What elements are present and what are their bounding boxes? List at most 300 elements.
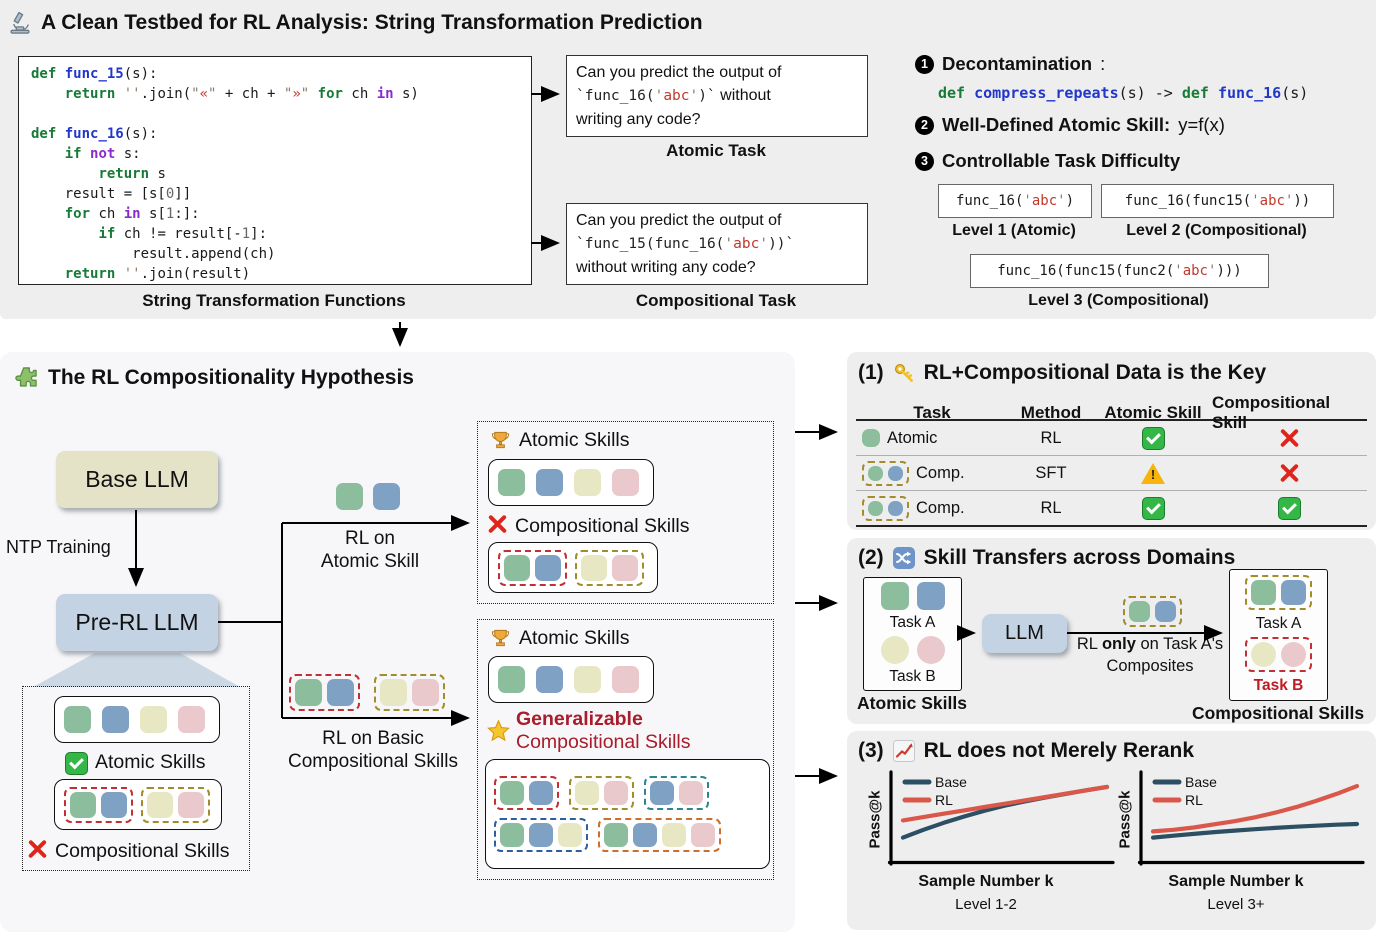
- skill-chip-pink: [178, 706, 205, 733]
- finding1-section: [847, 352, 1376, 530]
- outcome2-atomic-label: Atomic Skills: [519, 627, 630, 649]
- transfer-skill-group: [1123, 596, 1182, 627]
- text-token: ": [208, 86, 217, 102]
- text-token: abc: [1182, 263, 1208, 279]
- outcome2-atomic-rect: [488, 656, 654, 703]
- outcome-atomic-box: [477, 421, 774, 604]
- pre-rl-detail-box: [22, 686, 250, 871]
- text-token: s): [393, 86, 419, 102]
- cross-icon-wrap: [487, 513, 508, 540]
- skill-chip-green: [862, 429, 880, 447]
- task-b-group: [1245, 637, 1312, 672]
- text-token: ': [1057, 193, 1066, 209]
- skill-chip-khaki: [380, 679, 407, 706]
- text-token: ch: [90, 206, 124, 222]
- skill-chip-pink: [679, 781, 703, 805]
- task-cell-label: Atomic: [887, 428, 938, 447]
- task-a-label: Task A: [1255, 614, 1302, 632]
- finding3-title-row: [858, 739, 1194, 763]
- task-b-chips: [881, 636, 945, 664]
- outcome-comp-box: [477, 619, 774, 880]
- skill-chip-green: [336, 483, 363, 510]
- code-line: [576, 108, 858, 131]
- text-token: [82, 146, 90, 162]
- atomic-skills-row: [65, 749, 206, 775]
- finding3-number: (3): [858, 739, 884, 762]
- outcome1-cross-row: [487, 513, 689, 540]
- x-axis-label: Sample Number k: [1168, 873, 1304, 890]
- text-token: )): [1293, 193, 1311, 209]
- skill-group-red: [494, 776, 559, 810]
- skill-chip-khaki: [574, 666, 601, 693]
- transfer-label-line2: Composites: [1106, 657, 1194, 675]
- text-token: [309, 86, 317, 102]
- text-token: ': [1023, 193, 1032, 209]
- legend-label-rl: RL: [935, 792, 953, 808]
- text-token: ]:: [250, 226, 268, 242]
- text-token: s:: [115, 146, 141, 162]
- skill-chip-blue: [888, 466, 903, 481]
- text-token: ": [191, 86, 200, 102]
- code-line: [576, 84, 858, 108]
- skill-chip-green: [295, 679, 322, 706]
- text-token: (s):: [123, 66, 158, 82]
- base-llm-box: Base LLM: [56, 451, 218, 508]
- finding2-title-row: [858, 546, 1235, 570]
- branch-comp-groups: [289, 674, 445, 711]
- outcome1-atomic-label: Atomic Skills: [519, 429, 630, 451]
- text-token: func_16: [1217, 84, 1282, 102]
- code-line: [31, 184, 519, 204]
- skill-chip-green: [498, 666, 525, 693]
- text-token: func_16: [64, 126, 124, 142]
- text-token: ': [759, 236, 769, 252]
- skill-chip-khaki: [558, 823, 582, 847]
- finding1-title-row: [858, 361, 1266, 385]
- results-table: [856, 393, 1367, 527]
- text-token: .join(: [140, 86, 192, 102]
- text-token: ch != result[-: [115, 226, 242, 242]
- trophy-icon: [489, 627, 512, 650]
- feature-3-label: Controllable Task Difficulty: [942, 150, 1181, 171]
- code-line: [31, 124, 519, 144]
- legend-label-base: Base: [1185, 774, 1217, 790]
- transfer-label-post: on Task A's: [1135, 635, 1224, 653]
- outcome1-atomic-rect: [488, 459, 654, 506]
- generalizable-skills-rect: [485, 759, 770, 869]
- text-token: without writing any code?: [576, 259, 756, 276]
- text-token: ': [1284, 193, 1294, 209]
- text-token: return: [98, 166, 150, 182]
- compositional-skills-caption: Compositional Skills: [1191, 703, 1365, 723]
- skill-chip-blue: [101, 792, 127, 818]
- skill-chip-khaki: [1251, 642, 1276, 667]
- outcome1-trophy-row: [489, 429, 630, 452]
- transfer-label-pre: RL: [1076, 635, 1102, 653]
- skill-chip-blue: [529, 781, 553, 805]
- skill-chip-pink: [412, 679, 439, 706]
- skill-chip-khaki: [147, 792, 173, 818]
- hypothesis-title-row: [13, 364, 414, 391]
- code-line: [576, 209, 858, 232]
- skill-chip-blue: [327, 679, 354, 706]
- branch-atomic-label-1: RL on: [345, 528, 395, 549]
- text-token: s[: [140, 206, 166, 222]
- bullet-2-icon: 2: [915, 116, 934, 135]
- skill-chip-green: [500, 823, 524, 847]
- task-b-label: Task B: [889, 668, 936, 685]
- task-b-label-red: Task B: [1253, 677, 1304, 695]
- warning-icon: !: [1141, 463, 1165, 484]
- feature-2-value: y=f(x): [1178, 114, 1225, 135]
- text-token: :]:: [174, 206, 200, 222]
- text-token: abc: [733, 236, 760, 252]
- skill-group-olive: [569, 776, 634, 810]
- code-line: [31, 224, 519, 244]
- skill-chip-blue: [373, 483, 400, 510]
- text-token: return: [64, 86, 116, 102]
- skill-group-olive: [862, 461, 909, 486]
- column-header: Task: [913, 403, 951, 422]
- skill-chip-pink: [612, 555, 638, 581]
- compositional-skills-box: [1229, 569, 1328, 701]
- code-line: [31, 104, 519, 124]
- y-axis-label: Pass@k: [866, 790, 884, 849]
- code-line: [31, 264, 519, 284]
- code-line: [576, 61, 858, 84]
- text-token: [31, 226, 98, 242]
- table-row: [856, 491, 1367, 527]
- skill-chip-pink: [178, 792, 204, 818]
- cross-icon: [1279, 428, 1300, 449]
- feature-1-row: [915, 53, 1105, 75]
- finding2-title: Skill Transfers across Domains: [923, 546, 1236, 569]
- text-token: result.append(ch): [31, 246, 276, 262]
- text-token: func_16(: [955, 193, 1024, 209]
- skill-chip-green: [868, 501, 883, 516]
- skill-chip-khaki: [575, 781, 599, 805]
- transfer-label-line1: [1065, 635, 1235, 654]
- text-token: ': [1208, 263, 1217, 279]
- text-token: (s): [1281, 84, 1309, 102]
- y-axis-label: Pass@k: [1116, 790, 1134, 849]
- text-token: [115, 266, 123, 282]
- text-token: [31, 86, 65, 102]
- text-token: [115, 86, 123, 102]
- text-token: + ch +: [216, 86, 284, 102]
- text-token: ": [283, 86, 293, 102]
- skill-group-row: [494, 776, 709, 810]
- code-caption: String Transformation Functions: [142, 291, 406, 310]
- skill-chip-green: [604, 823, 628, 847]
- atomic-skills-label: Atomic Skills: [95, 750, 206, 773]
- chart-increasing-icon: [892, 739, 916, 763]
- feature-1-label: Decontamination: [942, 53, 1093, 74]
- skill-chip-blue: [536, 469, 563, 496]
- skill-chip-blue: [1155, 601, 1176, 622]
- feature-1-colon: :: [1100, 53, 1106, 74]
- puzzle-icon: [13, 364, 40, 391]
- level3-label: Level 3 (Compositional): [1028, 292, 1209, 309]
- bullet-3-icon: 3: [915, 152, 934, 171]
- skill-chip-pink: [917, 636, 945, 664]
- testbed-section: [0, 0, 1376, 319]
- legend-label-rl: RL: [1185, 792, 1203, 808]
- skill-chip-blue: [650, 781, 674, 805]
- text-token: s: [149, 166, 166, 182]
- skill-group-red: [64, 787, 133, 823]
- compositional-skills-rect: [54, 779, 222, 830]
- text-token: ': [689, 88, 699, 104]
- text-token: [56, 126, 64, 142]
- column-header: Atomic Skill: [1104, 403, 1202, 422]
- finding2-section: [847, 538, 1376, 724]
- text-token: ))): [1216, 263, 1242, 279]
- text-token: [965, 84, 974, 102]
- code-line: [31, 164, 519, 184]
- text-token: def: [938, 84, 966, 102]
- text-token: [31, 266, 65, 282]
- skill-group-row: [494, 818, 721, 852]
- text-token: 1: [165, 206, 175, 222]
- text-token: ): [1065, 193, 1075, 209]
- skill-chip-pink: [612, 469, 639, 496]
- text-token: ': [1251, 193, 1260, 209]
- skill-chip-pink: [612, 666, 639, 693]
- text-token: func_15: [64, 66, 124, 82]
- finding3-title: RL does not Merely Rerank: [923, 739, 1195, 762]
- chart-caption: Level 1-2: [955, 896, 1017, 913]
- check-icon-wrap: [65, 749, 88, 775]
- compositional-skills-row: [27, 838, 229, 865]
- feature-2-row: [915, 114, 1225, 136]
- skill-group-olive: [862, 496, 909, 521]
- text-token: in: [123, 206, 141, 222]
- skill-chip-khaki: [140, 706, 167, 733]
- text-token: func_16(func15(: [1124, 193, 1252, 209]
- text-token: '': [123, 86, 141, 102]
- branch-comp-label-1: RL on Basic: [322, 728, 424, 749]
- generalizable-label-1: Generalizable: [516, 708, 643, 730]
- skill-chip-blue: [536, 666, 563, 693]
- skill-group-navy: [494, 818, 588, 852]
- text-token: [31, 146, 65, 162]
- check-icon: [1142, 427, 1165, 450]
- microscope-icon: [8, 10, 33, 35]
- skill-group-red: [289, 674, 360, 711]
- series-line-base: [903, 787, 1107, 838]
- level1-code-box: [938, 184, 1092, 218]
- text-token: for: [317, 86, 343, 102]
- cross-icon-wrap: [27, 838, 48, 865]
- skill-group-olive: [575, 550, 644, 586]
- skill-chip-khaki: [662, 823, 686, 847]
- key-icon: [892, 361, 916, 385]
- ntp-training-label: NTP Training: [6, 537, 111, 557]
- cross-icon: [27, 838, 48, 859]
- atomic-task-caption: Atomic Task: [666, 141, 766, 160]
- series-line-rl: [903, 787, 1107, 821]
- text-token: Can you predict the output of: [576, 64, 782, 81]
- level2-code-box: [1101, 184, 1334, 218]
- skill-chip-blue: [888, 501, 903, 516]
- text-token: [31, 166, 98, 182]
- compositional-task-caption: Compositional Task: [635, 291, 797, 310]
- chart-level-3plus: [1111, 769, 1363, 925]
- text-token: ': [724, 236, 734, 252]
- skill-chip-green: [881, 582, 909, 610]
- testbed-title-row: [8, 10, 703, 35]
- skill-group-red: [498, 550, 567, 586]
- code-line: [31, 244, 519, 264]
- text-token: [56, 66, 64, 82]
- series-line-base: [1153, 824, 1357, 838]
- text-token: if: [98, 226, 116, 242]
- text-token: abc: [1031, 193, 1058, 209]
- skill-chip-green: [498, 469, 525, 496]
- atomic-skills-rect: [54, 696, 220, 743]
- code-line: [576, 232, 858, 256]
- text-token: def: [31, 126, 57, 142]
- task-a-group: [1245, 575, 1312, 610]
- text-token: »: [292, 86, 301, 102]
- text-token: Can you predict the output of: [576, 212, 782, 229]
- testbed-title: A Clean Testbed for RL Analysis: String Transformation Prediction: [41, 10, 703, 34]
- outcome1-comp-label: Compositional Skills: [515, 515, 690, 537]
- skill-chip-khaki: [881, 636, 909, 664]
- code-line: [576, 256, 858, 279]
- skill-group-teal: [644, 776, 709, 810]
- outcome2-trophy-row: [489, 627, 630, 650]
- code-line: [31, 84, 519, 104]
- line-chart-svg: [883, 769, 1115, 871]
- text-token: «: [199, 86, 209, 102]
- pre-rl-llm-box: Pre-RL LLM: [56, 594, 218, 651]
- pass-at-k-chart: [1133, 769, 1365, 876]
- hypothesis-section: [0, 352, 795, 932]
- atomic-task-box: [566, 55, 868, 137]
- branch-atomic-label-2: Atomic Skill: [320, 551, 420, 572]
- text-token: 1: [241, 226, 251, 242]
- task-a-label: Task A: [889, 614, 936, 631]
- check-icon: [65, 752, 88, 775]
- text-token: [31, 206, 65, 222]
- cross-icon: [487, 513, 508, 534]
- column-header: Method: [1020, 403, 1082, 422]
- level2-label: Level 2 (Compositional): [1126, 222, 1307, 239]
- cross-icon: [1279, 463, 1300, 484]
- skill-chip-blue: [633, 823, 657, 847]
- task-cell-label: Comp.: [916, 498, 965, 517]
- text-token: ': [1174, 263, 1183, 279]
- skill-chip-blue: [535, 555, 561, 581]
- skill-chip-blue: [102, 706, 129, 733]
- check-icon: [1278, 497, 1301, 520]
- code-line: [31, 204, 519, 224]
- chart-level-1-2: [861, 769, 1113, 925]
- text-token: abc: [1259, 193, 1285, 209]
- skill-group-olive: [141, 787, 210, 823]
- text-token: 0: [165, 186, 175, 202]
- text-token: in: [376, 86, 394, 102]
- star-icon: [485, 718, 512, 745]
- table-row: [856, 456, 1367, 491]
- method-cell: RL: [1040, 428, 1062, 447]
- skill-group-olive: [1245, 575, 1312, 610]
- skill-chip-green: [868, 466, 883, 481]
- text-token: [1209, 84, 1218, 102]
- text-token: for: [64, 206, 91, 222]
- skill-group-orange: [598, 818, 721, 852]
- generalizable-label-2: Compositional Skills: [516, 731, 691, 753]
- skill-chip-pink: [604, 781, 628, 805]
- skill-chip-green: [500, 781, 524, 805]
- text-token: func_16(func15(func2(: [997, 263, 1175, 279]
- bullet-1-icon: 1: [915, 55, 934, 74]
- decontamination-code: [938, 84, 1308, 102]
- shuffle-icon: [892, 546, 916, 570]
- line-chart-svg: [1133, 769, 1365, 871]
- compositional-skills-label: Compositional Skills: [55, 840, 230, 862]
- text-token: def: [31, 66, 57, 82]
- branch-comp-label-2: Compositional Skills: [287, 751, 458, 772]
- text-token: )`: [698, 88, 716, 104]
- level3-code-box: [970, 254, 1269, 288]
- level1-label: Level 1 (Atomic): [952, 222, 1076, 239]
- trophy-icon: [489, 429, 512, 452]
- branch-atomic-chips: [336, 483, 400, 510]
- skill-chip-blue: [1281, 580, 1306, 605]
- method-cell: SFT: [1035, 463, 1067, 482]
- text-token: return: [64, 266, 116, 282]
- text-token: writing any code?: [576, 111, 701, 128]
- text-token: .join(result): [140, 266, 251, 282]
- skill-chip-green: [70, 792, 96, 818]
- feature-2-label: Well-Defined Atomic Skill:: [942, 114, 1171, 135]
- skill-group-olive: [1123, 596, 1182, 627]
- skill-group-olive: [374, 674, 445, 711]
- atomic-skills-caption: Atomic Skills: [857, 693, 967, 713]
- atomic-skills-box: [863, 577, 962, 691]
- code-line: [31, 64, 519, 84]
- skill-chip-pink: [691, 823, 715, 847]
- text-token: ]]: [174, 186, 192, 202]
- compositional-task-box: [566, 203, 868, 285]
- text-token: (s) ->: [1118, 84, 1182, 102]
- text-token: abc: [663, 88, 690, 104]
- skill-chip-blue: [917, 582, 945, 610]
- outcome1-comp-rect: [488, 542, 658, 593]
- skill-chip-khaki: [581, 555, 607, 581]
- finding2-number: (2): [858, 546, 884, 569]
- transfer-label-bold: only: [1101, 635, 1136, 653]
- finding1-number: (1): [858, 361, 884, 384]
- code-line: [31, 144, 519, 164]
- skill-group-red: [1245, 637, 1312, 672]
- text-token: not: [90, 146, 116, 162]
- llm-box: LLM: [982, 614, 1067, 653]
- skill-chip-blue: [529, 823, 553, 847]
- skill-chip-khaki: [574, 469, 601, 496]
- skill-chip-green: [1251, 580, 1276, 605]
- text-token: ": [300, 86, 310, 102]
- chart-caption: Level 3+: [1207, 896, 1265, 913]
- text-token: def: [1181, 84, 1209, 102]
- skill-chip-pink: [1281, 642, 1306, 667]
- task-cell-label: Comp.: [916, 463, 965, 482]
- pass-at-k-chart: [883, 769, 1115, 876]
- method-cell: RL: [1040, 498, 1062, 517]
